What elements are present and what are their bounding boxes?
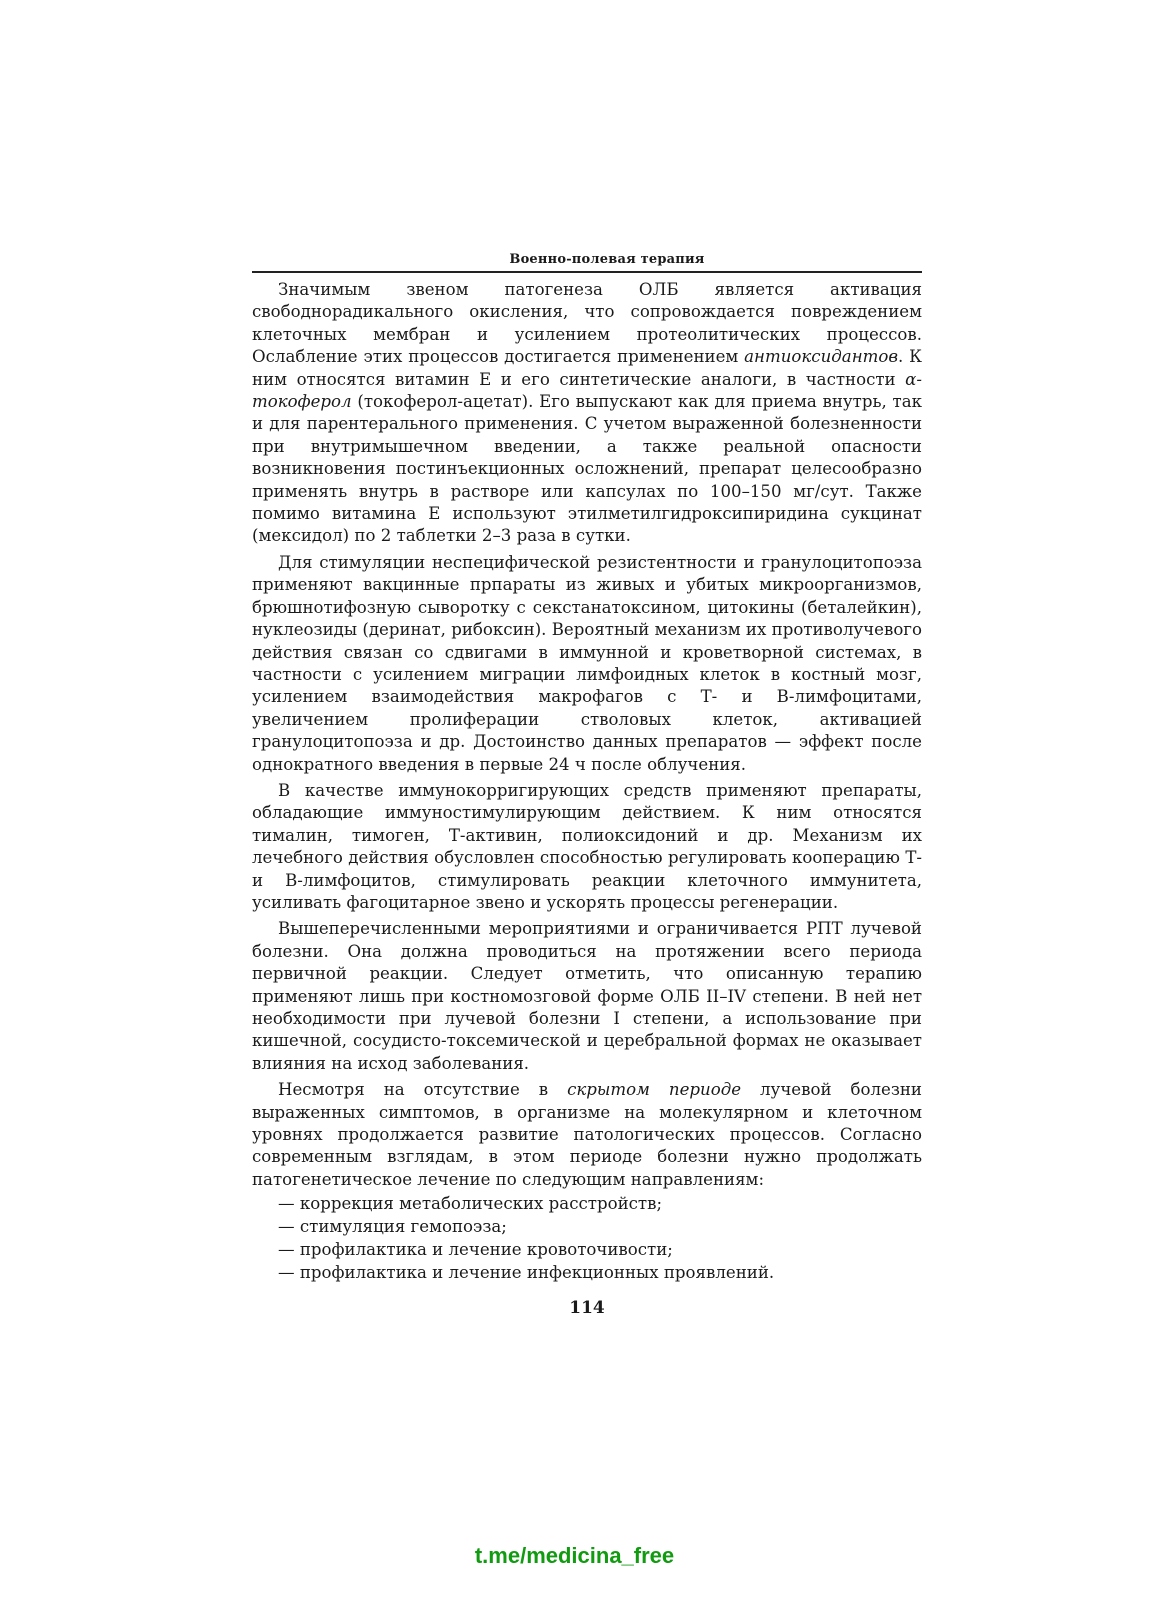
body-text: [252, 279, 922, 1191]
paragraph-antioxidants: [252, 279, 922, 548]
page-number: 114: [569, 1298, 605, 1319]
emphasis-antioxidants: антиоксидантов: [744, 347, 899, 367]
list-item: — коррекция метаболических расстройств;: [278, 1192, 922, 1215]
running-header: Военно-полевая терапия: [509, 252, 705, 267]
paragraph-text: (токоферол-ацетат). Его выпускают как для приема внутрь, так и для парентерального применения. С учетом выраженной болезненности при внутримышечном введении, а также реальной опасности возникновения постинъекционных осложнений, препарат целесообразно применять внутрь в растворе или капсулах по 100–150 мг/сут. Также помимо витамина Е используют этилметилгидроксипиридина сукцинат (мексидол) по 2 таблетки 2–3 раза в сутки.: [252, 392, 922, 546]
paragraph-nonspecific-resistance: Для стимуляции неспецифической резистентности и гранулоцитопоэза применяют вакцинные прпараты из живых и убитых микроорганизмов, брюшнотифозную сыворотку с секстанатоксином, цитокины (беталейкин), нуклеозиды (деринат, рибоксин). Вероятный механизм их противолучевого действия связан со сдвигами в иммунной и кроветворной системах, в частности с усилением миграции лимфоидных клеток в костный мозг, усилением взаимодействия макрофагов с Т- и В-лимфоцитами, увеличением пролиферации стволовых клеток, активацией гранулоцитопоэза и др. Достоинство данных препаратов — эффект после однократного введения в первые 24 ч после облучения.: [252, 552, 922, 774]
paragraph-rpt-scope: Вышеперечисленными мероприятиями и ограничивается РПТ лучевой болезни. Она должна проводиться на протяжении всего периода первичной реакции. Следует отметить, что описанную терапию применяют лишь при костномозговой форме ОЛБ II–IV степени. В ней нет необходимости при лучевой болезни I степени, а использование при кишечной, сосудисто-токсемической и церебральной формах не оказывает влияния на исход заболевания.: [252, 919, 922, 1073]
paragraph-text: лучевой болезни выраженных симптомов, в организме на молекулярном и клеточном уровнях продолжается развитие патологических процессов. Согласно современным взглядам, в этом периоде болезни нужно продолжать патогенетическое лечение по следующим направлениям:: [252, 1080, 922, 1189]
paragraph-text: . К ним относятся витамин Е и его синтетические аналоги, в частности: [252, 347, 922, 389]
paragraph-immunocorrection: В качестве иммунокорригирующих средств применяют препараты, обладающие иммуностимулирующим действием. К ним относятся тималин, тимоген, Т-активин, полиоксидоний и др. Механизм их лечебного действия обусловлен способностью регулировать кооперацию Т- и В-лимфоцитов, стимулировать реакции клеточного иммунитета, усиливать фагоцитарное звено и ускорять процессы регенерации.: [252, 780, 922, 912]
emphasis-latent-period: скрытом периоде: [567, 1080, 742, 1100]
paragraph-text: Несмотря на отсутствие в: [278, 1080, 568, 1100]
paragraph-text: Значимым звеном патогенеза ОЛБ является активация свободнорадикального окисления, что сопровождается повреждением клеточных мембран и усилением протеолитических процессов. Ослабление этих процессов достигается применением: [252, 280, 922, 367]
treatment-directions-list: [252, 1192, 922, 1284]
header-rule: [252, 271, 922, 273]
paragraph-latent-period: [252, 1079, 922, 1191]
list-item: — профилактика и лечение инфекционных проявлений.: [278, 1261, 922, 1284]
book-page: [252, 252, 922, 1318]
list-item: — стимуляция гемопоэза;: [278, 1215, 922, 1238]
emphasis-tocopherol: α-токоферол: [252, 369, 922, 412]
list-item: — профилактика и лечение кровоточивости;: [278, 1238, 922, 1261]
watermark-link[interactable]: t.me/medicina_free: [474, 1543, 675, 1568]
